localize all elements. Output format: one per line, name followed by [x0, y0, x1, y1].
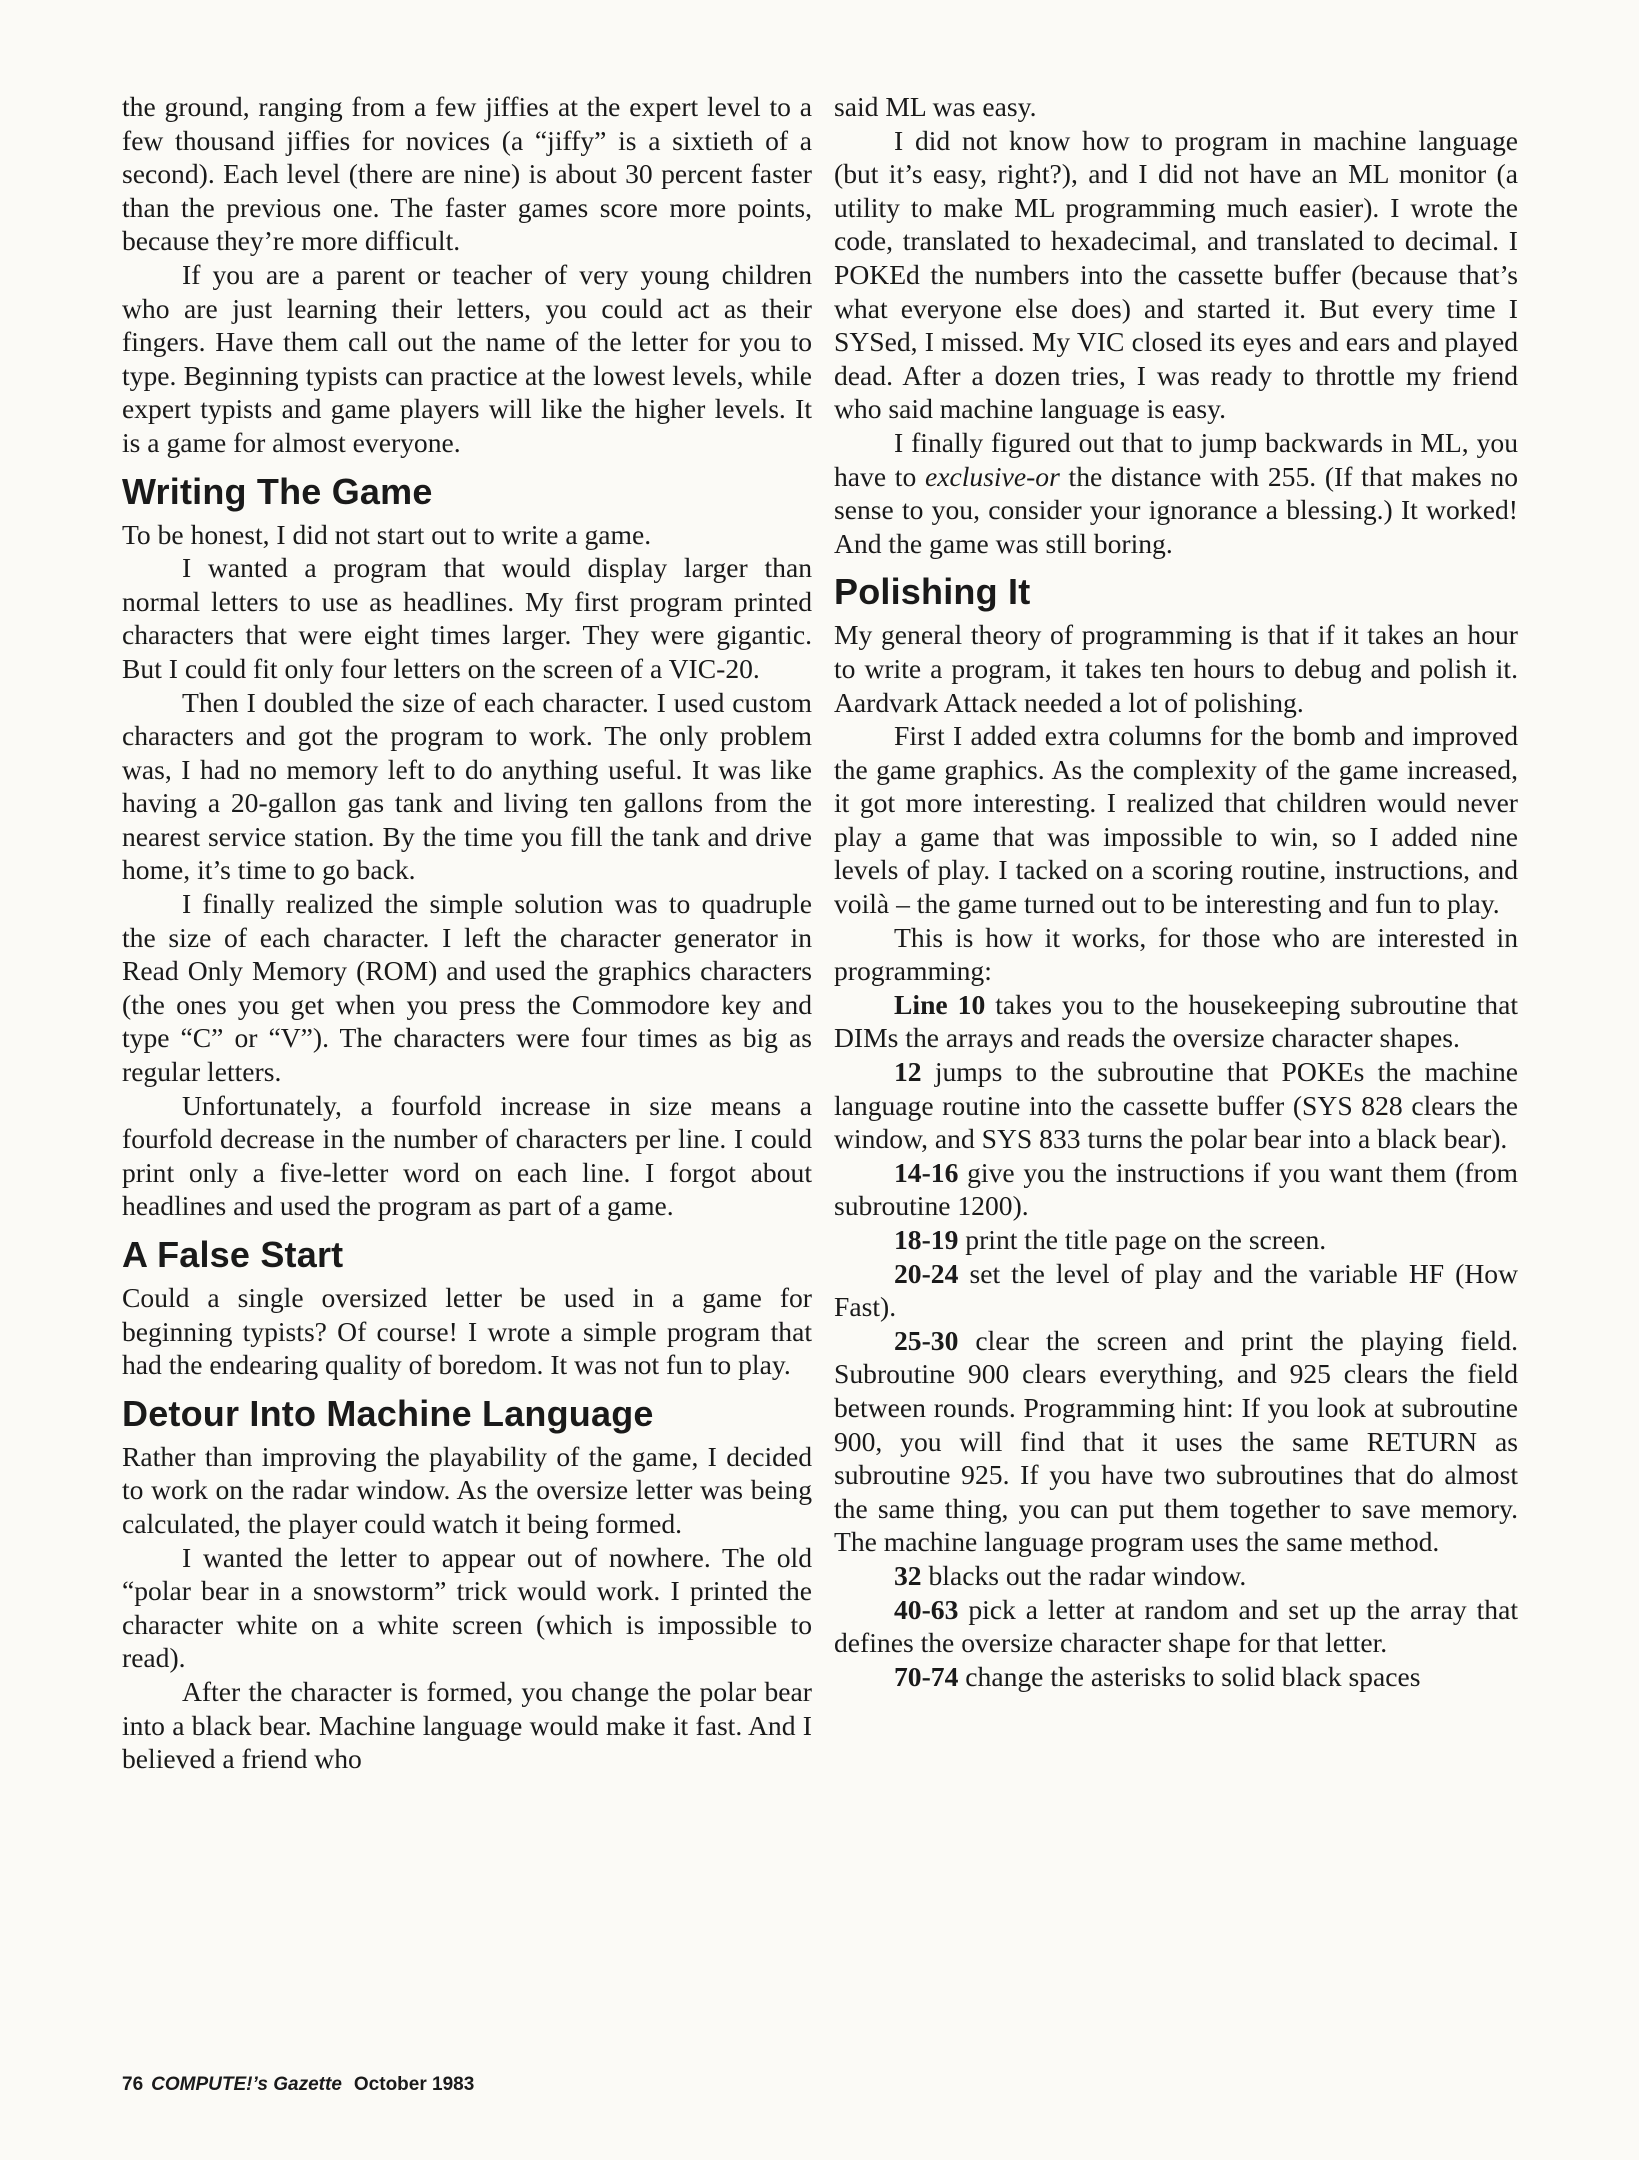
line-description: clear the screen and print the playing field. Subroutine 900 clears everything, and 925 clears the field between rounds. Programming hint: If you look at subroutine 900, you will find that it uses the same RETURN as subroutine 925. If you have two subroutines that do almost the same thing, you can put them together to save memory. The machine language program uses the same method.: [834, 1324, 1518, 1558]
line-number: Line 10: [894, 988, 986, 1020]
line-description: pick a letter at random and set up the array that defines the oversize character shape for that letter.: [834, 1593, 1518, 1659]
line-number: 12: [894, 1056, 922, 1088]
page-number: 76: [122, 2074, 144, 2095]
paragraph: [834, 426, 1518, 560]
paragraph: Could a single oversized letter be used in a game for beginning typists? Of course! I wrote a simple program that had the endearing quality of boredom. It was not fun to play.: [122, 1282, 812, 1381]
paragraph: I wanted the letter to appear out of nowhere. The old “polar bear in a snowstorm” trick would work. I printed the character white on a white screen (which is impossible to read).: [122, 1541, 812, 1674]
line-number: 70-74: [894, 1660, 959, 1692]
paragraph: My general theory of programming is that if it takes an hour to write a program, it takes ten hours to debug and polish it. Aardvark Attack needed a lot of polishing.: [834, 619, 1518, 718]
section-heading-a-false-start: A False Start: [122, 1234, 344, 1275]
line-note: [834, 988, 1518, 1055]
line-note: [834, 1156, 1518, 1223]
line-number: 14-16: [894, 1156, 959, 1188]
left-column: [122, 90, 812, 1776]
line-description: set the level of play and the variable HF (How Fast).: [834, 1257, 1518, 1323]
section-heading-writing-the-game: Writing The Game: [122, 470, 433, 512]
paragraph: To be honest, I did not start out to write a game.: [122, 518, 652, 550]
line-description: jumps to the subroutine that POKEs the machine language routine into the cassette buffer (SYS 828 clears the window, and SYS 833 turns the polar bear into a black bear).: [834, 1056, 1519, 1155]
paragraph: said ML was easy.: [834, 91, 1037, 122]
line-number: 40-63: [894, 1593, 959, 1625]
paragraph: First I added extra columns for the bomb and improved the game graphics. As the complexity of the game increased, it got more interesting. I realized that children would never play a game that was impossible to win, so I added nine levels of play. I tacked on a scoring routine, instructions, and voilà – the game turned out to be interesting and fun to play.: [834, 720, 1518, 920]
text-run: the distance with 255. (If that makes no sense to you, consider your ignorance a blessing.) It worked! And the game was still boring.: [834, 460, 1518, 559]
paragraph: Then I doubled the size of each character. I used custom characters and got the program to work. The only problem was, I had no memory left to do anything useful. It was like having a 20-gallon gas tank and living ten gallons from the nearest service station. By the time you fill the tank and drive home, it’s time to go back.: [122, 686, 812, 886]
issue-date: October 1983: [353, 2074, 475, 2095]
line-description: change the asterisks to solid black spaces: [965, 1660, 1421, 1692]
paragraph: I wanted a program that would display larger than normal letters to use as headlines. My first program printed characters that were eight times larger. They were gigantic. But I could fit only four letters on the screen of a VIC-20.: [122, 552, 812, 684]
line-number: 25-30: [894, 1324, 959, 1356]
section-heading-detour: Detour Into Machine Language: [122, 1392, 654, 1434]
right-column: [834, 90, 1518, 1693]
page-footer: [122, 2074, 474, 2096]
line-number: 20-24: [894, 1257, 959, 1289]
line-note: [834, 1055, 1518, 1156]
line-note: [834, 1257, 1518, 1324]
line-note: [834, 1593, 1518, 1660]
paragraph: If you are a parent or teacher of very young children who are just learning their letters, you could act as their fingers. Have them call out the name of the letter for you to type. Beginning typists can practice at the lowest levels, while expert typists and game players will like the higher levels. It is a game for almost everyone.: [122, 258, 812, 458]
paragraph: Rather than improving the playability of the game, I decided to work on the radar window. As the oversize letter was being calculated, the player could watch it being formed.: [122, 1440, 812, 1539]
line-description: print the title page on the screen.: [965, 1224, 1327, 1255]
line-note: [834, 1559, 1518, 1593]
section-heading-polishing-it: Polishing It: [834, 571, 1031, 613]
paragraph: I finally realized the simple solution was to quadruple the size of each character. I left the character generator in Read Only Memory (ROM) and used the graphics characters (the ones you get when you press the Commodore key and type “C” or “V”). The characters were four times as big as regular letters.: [122, 888, 812, 1088]
line-description: give you the instructions if you want them (from subroutine 1200).: [834, 1156, 1519, 1222]
line-note: [834, 1324, 1518, 1559]
line-description: takes you to the housekeeping subroutine that DIMs the arrays and reads the oversize character shapes.: [834, 988, 1518, 1054]
line-number: 18-19: [894, 1224, 959, 1255]
paragraph: This is how it works, for those who are interested in programming:: [834, 921, 1518, 987]
line-description: blacks out the radar window.: [928, 1559, 1247, 1591]
paragraph: the ground, ranging from a few jiffies at the expert level to a few thousand jiffies for novices (a “jiffy” is a sixtieth of a second). Each level (there are nine) is about 30 percent faster than the previous one. The faster games score more points, because they’re more difficult.: [122, 91, 812, 257]
line-note: [834, 1660, 1518, 1694]
emphasis: exclusive-or: [924, 460, 1060, 492]
paragraph: After the character is formed, you change the polar bear into a black bear. Machine language would make it fast. And I believed a friend who: [122, 1675, 812, 1775]
paragraph: I did not know how to program in machine language (but it’s easy, right?), and I did not have an ML monitor (a utility to make ML programming much easier). I wrote the code, translated to hexadecimal, and translated to decimal. I POKEd the numbers into the cassette buffer (because that’s what everyone else does) and started it. But every time I SYSed, I missed. My VIC closed its eyes and ears and played dead. After a dozen tries, I was ready to throttle my friend who said machine language is easy.: [834, 124, 1518, 425]
line-number: 32: [894, 1559, 922, 1591]
line-note: [834, 1223, 1518, 1257]
text-run: I finally figured out that to jump backwards in ML, you have to: [834, 426, 1518, 492]
publication-name: COMPUTE!’s Gazette: [151, 2074, 342, 2095]
paragraph: Unfortunately, a fourfold increase in size means a fourfold decrease in the number of characters per line. I could print only a five-letter word on each line. I forgot about headlines and used the program as part of a game.: [122, 1089, 812, 1222]
